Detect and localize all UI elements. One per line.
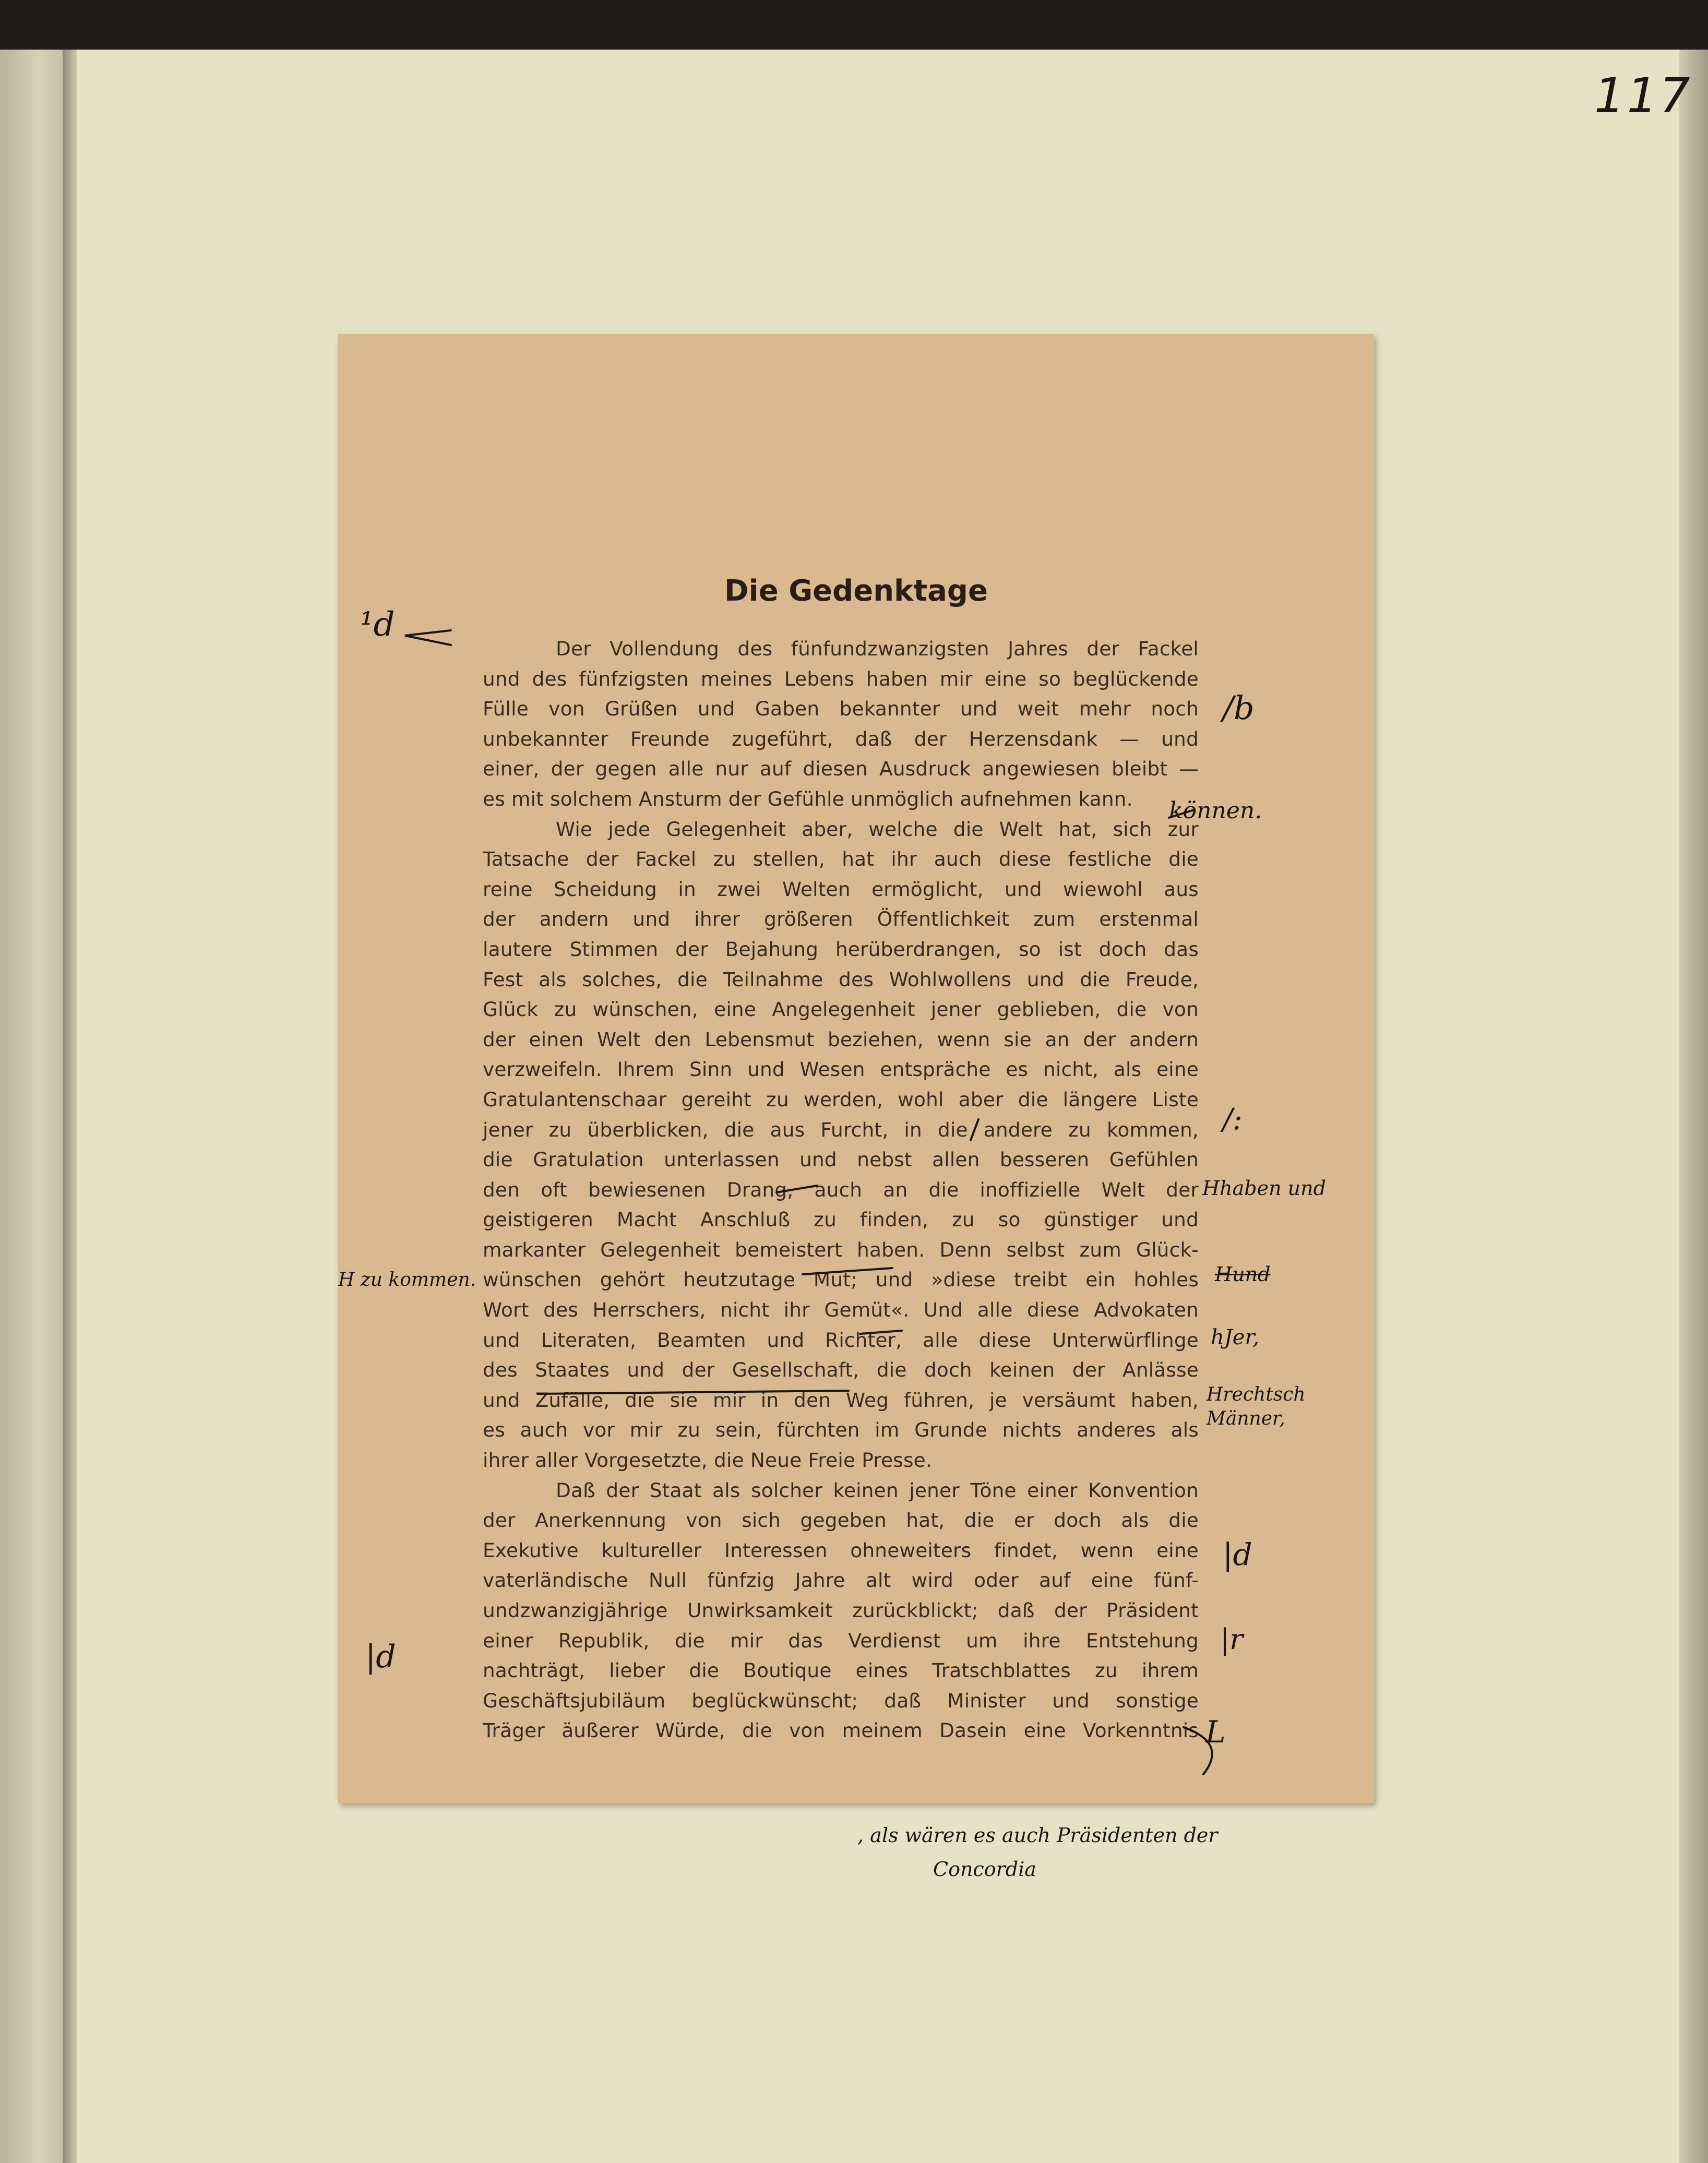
text-line: markanter Gelegenheit bemeistert haben. Denn selbst zum Glück- [483,1238,1199,1261]
handwritten-note: Hhaben und [1202,1177,1326,1200]
text-line: einer Republik, die mir das Verdienst um ihre Entstehung [483,1629,1199,1652]
text-line: unbekannter Freunde zugeführt, daß der Herzensdank — und [483,727,1199,750]
text-line: des Staates und der Gesellschaft, die doch keinen der Anlässe [483,1358,1199,1382]
text-line: und Literaten, Beamten und Richter, alle diese Unterwürflinge [483,1328,1199,1352]
handwritten-note: hJer, [1211,1325,1259,1349]
text-line: der andern und ihrer größeren Öffentlichkeit zum erstenmal [483,907,1199,931]
printed-clipping [338,334,1374,1881]
article-body [483,634,1199,1746]
text-line: Daß der Staat als solcher keinen jener Töne einer Konvention [556,1478,1199,1502]
text-line: die Gratulation unterlassen und nebst allen besseren Gefühlen [483,1148,1199,1172]
text-line: und Zufälle, die sie mir in den Weg führen, je versäumt haben, [483,1388,1199,1412]
text-line: Fülle von Grüßen und Gaben bekannter und weit mehr noch [483,697,1199,721]
text-line: der Anerkennung von sich gegeben hat, die er doch als die [483,1509,1199,1532]
text-line: Glück zu wünschen, eine Angelegenheit jener geblieben, die von [483,998,1199,1021]
handwritten-note: Hrechtsch Männer, [1207,1384,1306,1429]
handwritten-note: /b [1223,689,1255,727]
handwritten-note: |r [1220,1623,1244,1656]
text-line: es auch vor mir zu sein, fürchten im Grunde nichts anderes als [483,1418,1199,1442]
handwritten-note: /: [1223,1103,1243,1137]
text-line: nachträgt, lieber die Boutique eines Tratschblattes zu ihrem [483,1659,1199,1682]
page-number: 117 [1594,68,1692,124]
handwritten-note: H zu kommen. [338,1269,476,1290]
text-line: den oft bewiesenen Drang, auch an die inoffizielle Welt der [483,1178,1199,1201]
handwritten-note: ¹d [360,605,395,644]
scanner-background [0,0,1708,50]
text-line: Tatsache der Fackel zu stellen, hat ihr auch diese festliche die [483,847,1199,871]
handwritten-note: L [1205,1714,1226,1750]
text-line: Wort des Herrschers, nicht ihr Gemüt«. Und alle diese Advokaten [483,1298,1199,1322]
text-line: wünschen gehört heutzutage Mut; und »diese treibt ein hohles [483,1268,1199,1292]
handwritten-note: Concordia [933,1858,1036,1881]
text-line: Wie jede Gelegenheit aber, welche die Welt hat, sich zur [556,817,1199,841]
facing-page-edge [0,50,63,2163]
text-line: Träger äußerer Würde, die von meinem Dasein eine Vorkenntnis [483,1719,1199,1742]
text-line: ihrer aller Vorgesetzte, die Neue Freie Presse. [483,1449,932,1472]
text-line: Der Vollendung des fünfundzwanzigsten Jahres der Fackel [556,637,1199,660]
text-line: vaterländische Null fünfzig Jahre alt wird oder auf eine fünf- [483,1569,1199,1592]
text-line: Geschäftsjubiläum beglückwünscht; daß Minister und sonstige [483,1689,1199,1712]
text-line: und des fünfzigsten meines Lebens haben mir eine so beglückende [483,667,1199,690]
handwritten-note: können. [1169,797,1262,824]
text-line: Exekutive kultureller Interessen ohneweiters findet, wenn eine [483,1538,1199,1562]
handwritten-note: Hund [1215,1263,1271,1286]
text-line: reine Scheidung in zwei Welten ermöglicht, und wiewohl aus [483,877,1199,901]
text-line: verzweifeln. Ihrem Sinn und Wesen entspräche es nicht, als eine [483,1058,1199,1081]
article-title: Die Gedenktage [724,574,988,608]
text-line: geistigeren Macht Anschluß zu finden, zu so günstiger und [483,1208,1199,1232]
text-line: einer, der gegen alle nur auf diesen Ausdruck angewiesen bleibt — [483,757,1199,781]
text-line: der einen Welt den Lebensmut beziehen, wenn sie an der andern [483,1027,1199,1051]
handwritten-note: |d [1223,1537,1252,1572]
handwritten-note: |d [365,1639,396,1675]
text-line: Gratulantenschaar gereiht zu werden, wohl aber die längere Liste [483,1088,1199,1111]
text-line: lautere Stimmen der Bejahung herüberdrangen, so ist doch das [483,937,1199,961]
text-line: es mit solchem Ansturm der Gefühle unmöglich aufnehmen kann. [483,787,1133,810]
text-line: undzwanzigjährige Unwirksamkeit zurückblickt; daß der Präsident [483,1599,1199,1622]
book-gutter [63,50,77,2163]
text-line: Fest als solches, die Teilnahme des Wohlwollens und die Freude, [483,967,1199,991]
text-line: jener zu überblicken, die aus Furcht, in die andere zu kommen, [483,1118,1199,1141]
handwritten-note: , als wären es auch Präsidenten der [857,1824,1218,1847]
page-edge [1679,50,1708,2163]
